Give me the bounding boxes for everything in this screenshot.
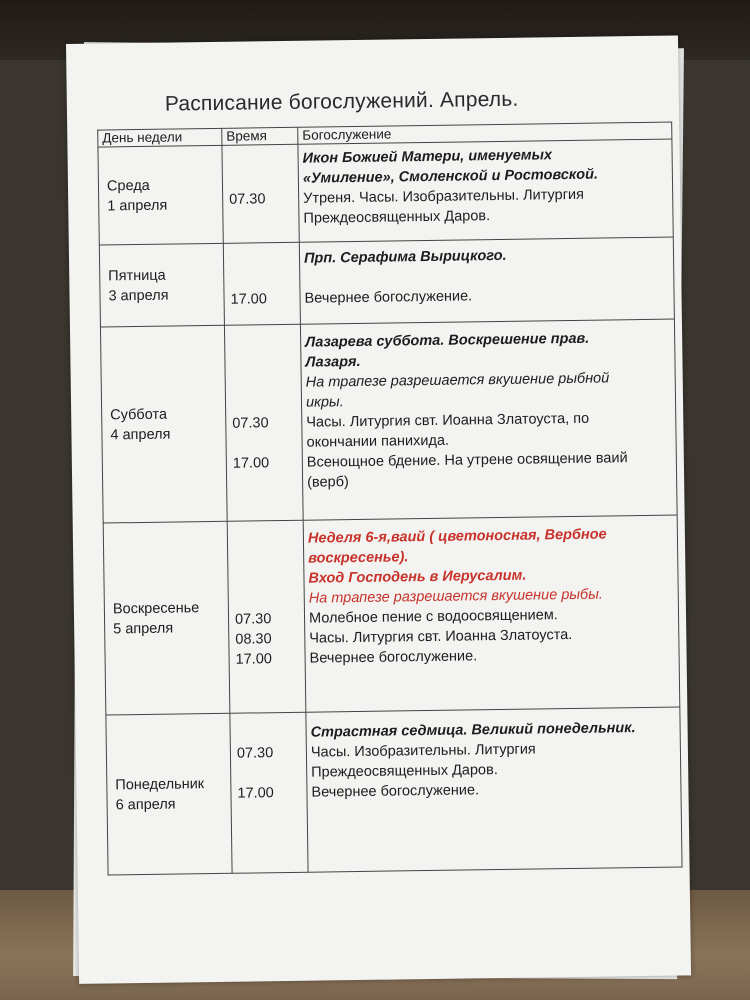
date-label: 4 апреля [110, 426, 171, 443]
feast-heading: «Умиление», Смоленской и Ростовской. [302, 166, 599, 187]
time-spacer [229, 209, 294, 230]
weekday-label: Воскресенье [112, 599, 200, 617]
service-time: 17.00 [237, 785, 274, 802]
time-spacer [228, 149, 293, 170]
time-spacer [237, 723, 302, 744]
header-time: Время [222, 127, 298, 145]
service-time: 17.00 [230, 291, 267, 308]
schedule-table [97, 122, 682, 876]
day-cell [99, 243, 224, 327]
time-cell [230, 712, 308, 873]
time-cell [224, 324, 303, 521]
time-spacer [237, 763, 302, 784]
service-line: Часы. Литургия свт. Иоанна Златоуста, по [306, 410, 590, 431]
weekday-label: Понедельник [115, 775, 205, 793]
service-time: 07.30 [236, 745, 274, 762]
table-row [99, 237, 674, 327]
service-cell [300, 319, 677, 520]
date-label: 3 апреля [108, 287, 169, 304]
time-spacer [233, 473, 298, 494]
feast-heading: воскресенье). [308, 549, 409, 567]
service-time: 17.00 [232, 455, 270, 472]
service-cell [299, 237, 674, 324]
service-line: Всенощное бдение. На утрене освящение ваий [306, 450, 628, 471]
time-spacer [232, 373, 297, 394]
service-line: Молебное пение с водоосвящением. [308, 607, 558, 627]
service-line: Часы. Литургия свт. Иоанна Златоуста. [309, 626, 573, 647]
table-row [100, 319, 677, 523]
service-cell [303, 515, 680, 712]
date-label: 1 апреля [107, 197, 168, 214]
time-cell [223, 242, 300, 325]
time-spacer [230, 249, 295, 270]
day-cell [106, 713, 232, 875]
time-spacer [229, 169, 294, 190]
time-spacer [231, 353, 296, 374]
time-spacer [231, 333, 296, 354]
service-time: 07.30 [234, 611, 272, 628]
table-row [103, 515, 680, 715]
time-spacer [234, 549, 299, 570]
service-line: На трапезе разрешается вкушение рыбной [305, 370, 610, 391]
day-cell [103, 521, 230, 715]
day-cell [100, 325, 227, 523]
date-label: 5 апреля [113, 620, 174, 637]
service-time: 08.30 [235, 631, 272, 648]
service-time: 07.30 [229, 191, 266, 208]
service-line: Вечернее богослужение. [304, 288, 473, 307]
table-row [98, 139, 673, 245]
weekday-label: Суббота [110, 406, 168, 423]
service-line: окончании панихида. [306, 432, 450, 451]
feast-heading: Икон Божией Матери, именуемых [302, 147, 553, 167]
header-day: День недели [98, 128, 222, 147]
service-line: (верб) [307, 474, 349, 491]
feast-heading: Прп. Серафима Вырицкого. [303, 247, 507, 267]
feast-heading: Лазаря. [305, 353, 361, 371]
time-cell [227, 520, 306, 713]
header-service: Богослужение [298, 122, 672, 144]
feast-heading: Страстная седмица. Великий понедельник. [310, 720, 636, 741]
feast-heading: Неделя 6-я,ваий ( цветоносная, Вербное [307, 526, 607, 547]
time-spacer [230, 269, 295, 290]
service-cell [306, 707, 682, 872]
service-line: Утреня. Часы. Изобразительны. Литургия [303, 186, 584, 207]
time-spacer [232, 393, 297, 414]
service-line: икры. [305, 394, 344, 411]
date-label: 6 апреля [115, 796, 176, 813]
service-line: Преждеосвященных Даров. [311, 762, 498, 781]
time-spacer [235, 589, 300, 610]
service-line: На трапезе разрешается вкушение рыбы. [308, 586, 603, 607]
schedule-sheet [66, 35, 691, 983]
service-line: Преждеосвященных Даров. [303, 208, 491, 227]
service-cell [298, 139, 673, 242]
table-row [106, 707, 682, 875]
service-line: Вечернее богослужение. [311, 782, 480, 801]
service-line: Часы. Изобразительны. Литургия [310, 741, 536, 761]
service-line: Вечернее богослужение. [309, 648, 478, 667]
time-spacer [232, 433, 297, 454]
time-spacer [234, 569, 299, 590]
feast-heading: Вход Господень в Иерусалим. [308, 567, 527, 587]
day-cell [98, 145, 223, 245]
time-spacer [234, 529, 299, 550]
service-time: 07.30 [232, 415, 269, 432]
feast-heading: Лазарева суббота. Воскрешение прав. [305, 330, 590, 351]
page-title: Расписание богослужений. Апрель. [164, 87, 519, 116]
service-time: 17.00 [235, 651, 273, 668]
weekday-label: Пятница [108, 267, 166, 284]
weekday-label: Среда [106, 177, 150, 194]
time-cell [222, 144, 299, 243]
